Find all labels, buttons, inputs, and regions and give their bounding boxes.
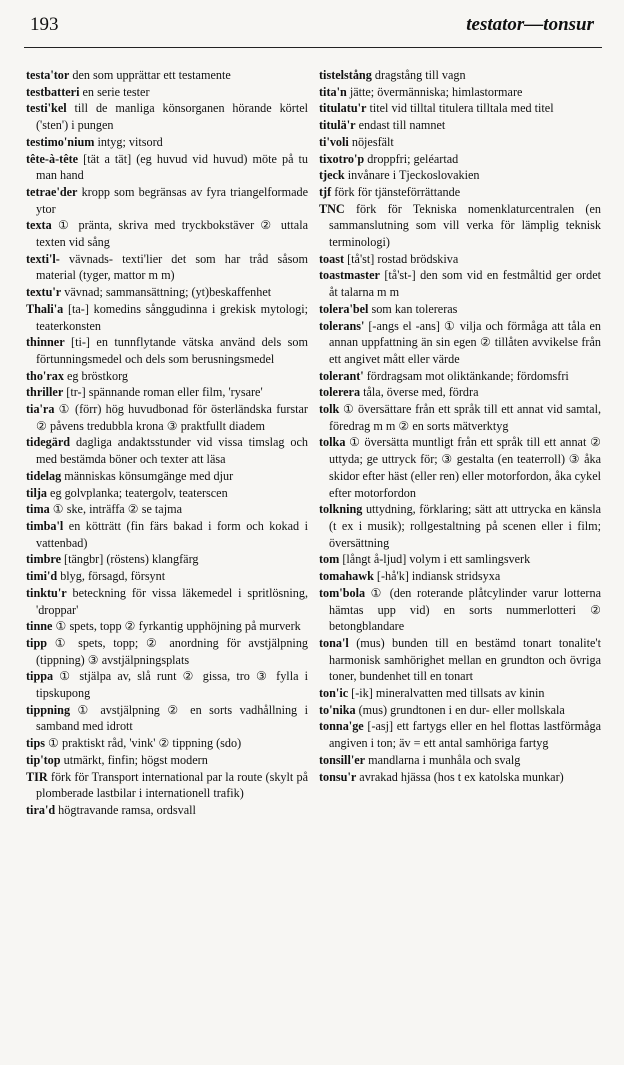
entry-headword: tolka — [319, 435, 346, 450]
entry-headword: texti'l- — [26, 251, 60, 266]
entry-definition: uttydning, förklaring; sätt att uttrycka en känsla (t ex i musik); rollgestaltning på scenen eller i film; översättning — [329, 502, 602, 550]
entry-headword: testbatteri — [26, 84, 80, 99]
dictionary-entry — [319, 318, 601, 368]
entry-definition: vävnads- texti'lier det som har tråd såsom material (tyger, mattor m m) — [36, 251, 308, 283]
dictionary-entry — [26, 769, 308, 802]
entry-definition: förk för Transport international par la route (skylt på plomberade lastbilar i internationell trafik) — [36, 769, 308, 801]
entry-definition: ① spets, topp; ② anordning för avstjälpning (tippning) ③ avstjälpningsplats — [36, 635, 309, 667]
entry-definition: en kötträtt (fin färs bakad i form och kokad i vattenbad) — [36, 518, 309, 550]
entry-definition: ① översätta muntligt från ett språk till ett annat ② uttyda; ge uttryck för; ③ gestalta (en teaterroll) ③ åka skidor efter häst (eller ren) eller motorfordon, åka cykel efter motorfordon — [329, 435, 602, 500]
entry-definition: ① stjälpa av, slå runt ② gissa, tro ③ fylla i tipskupong — [36, 669, 309, 701]
entry-headword: tips — [26, 736, 45, 751]
dictionary-entry — [319, 384, 601, 401]
dictionary-entry — [26, 485, 308, 502]
entry-headword: tonsill'er — [319, 752, 366, 767]
entry-definition: [ti-] en tunnflytande vätska använd dels som förtunningsmedel och dels som berusningsmedel — [36, 335, 308, 366]
entry-definition: beteckning för vissa läkemedel i spritlösning, 'droppar' — [36, 585, 308, 617]
entry-definition: ① avstjälpning ② en sorts vadhållning i samband med idrott — [36, 702, 308, 734]
header-rule — [24, 47, 602, 48]
entry-definition: [-angs el -ans] ① vilja och förmåga att tåla en annan uppfattning än sin egen ② tillåten avvikelse från ett angivet mått eller värde — [329, 318, 601, 366]
entry-definition: [tängbr] (röstens) klangfärg — [64, 552, 199, 567]
dictionary-entry — [26, 702, 308, 735]
entry-headword: timbre — [26, 552, 61, 567]
dictionary-entry — [26, 618, 308, 635]
dictionary-entry — [319, 368, 601, 385]
entry-headword: timi'd — [26, 569, 58, 584]
entry-headword: ton'ic — [319, 686, 349, 701]
entry-definition: [tät a tät] (eg huvud vid huvud) möte på tu man hand — [36, 151, 309, 183]
entry-headword: tipp — [26, 635, 48, 650]
dictionary-entry — [26, 635, 308, 668]
entry-headword: textu'r — [26, 285, 62, 300]
entry-headword: thriller — [26, 385, 64, 400]
entry-headword: TIR — [26, 769, 48, 784]
dictionary-entry — [26, 334, 308, 367]
entry-definition: [tå'st-] den som vid en festmåltid ger ordet åt talarna m m — [329, 268, 601, 300]
dictionary-entry — [319, 84, 601, 101]
entry-definition: till de manliga könsorganen hörande körtel ('sten') i pungen — [36, 101, 308, 133]
entry-headword: tima — [26, 502, 50, 517]
entry-definition: intyg; vitsord — [97, 134, 163, 149]
dictionary-entry — [319, 434, 601, 501]
entry-headword: tippa — [26, 669, 54, 684]
entry-definition: vävnad; sammansättning; (yt)beskaffenhet — [64, 285, 272, 300]
dictionary-entry — [26, 735, 308, 752]
entry-headword: tistelstång — [319, 68, 372, 82]
entry-headword: tomahawk — [319, 569, 374, 584]
entry-headword: tip'top — [26, 752, 61, 767]
page-number: 193 — [30, 14, 59, 35]
entry-headword: tonna'ge — [319, 719, 364, 734]
entry-headword: tolk — [319, 402, 340, 417]
entry-headword: titulatu'r — [319, 101, 367, 116]
entry-definition: eg golvplanka; teatergolv, teaterscen — [50, 485, 228, 500]
entry-definition: förk för Tekniska nomenklaturcentralen (en sammanslutning som vill verka för lämplig teknisk terminologi) — [329, 201, 601, 250]
entry-headword: tixotro'p — [319, 151, 365, 166]
entry-headword: thinner — [26, 335, 65, 350]
dictionary-entry — [26, 434, 308, 467]
entry-definition: [ta-] komedins sånggudinna i grekisk mytologi; teaterkonsten — [36, 301, 308, 333]
entry-definition: ① (den roterande plåtcylinder varur lotterna hämtas upp vid) en sorts nummerlotteri ② betongblandare — [329, 585, 601, 634]
entry-headword: tolerera — [319, 385, 361, 400]
entry-definition: förk för tjänsteförrättande — [334, 184, 461, 199]
entry-definition: [-ik] mineralvatten med tillsats av kinin — [351, 686, 545, 701]
dictionary-entry — [319, 134, 601, 151]
entry-headword: tidegärd — [26, 435, 71, 450]
entry-headword: to'nika — [319, 702, 356, 717]
dictionary-entry — [319, 718, 601, 751]
entry-headword: tia'ra — [26, 402, 55, 417]
dictionary-entry — [319, 551, 601, 568]
entry-definition: [tå'st] rostad brödskiva — [347, 251, 459, 266]
dictionary-entry — [26, 100, 308, 133]
entry-definition: (mus) bunden till en bestämd tonart tonalite't harmonisk samhörighet mellan en grundton och övriga toner, bundenhet till en tonart — [329, 635, 601, 684]
entry-headword: tilja — [26, 485, 47, 500]
dictionary-entry — [26, 468, 308, 485]
entry-definition: människas könsumgänge med djur — [64, 468, 234, 483]
dictionary-entry — [319, 685, 601, 702]
entry-headword: tom'bola — [319, 585, 366, 600]
dictionary-entry — [26, 84, 308, 101]
entry-headword: testi'kel — [26, 101, 67, 116]
entry-definition: [långt å-ljud] volym i ett samlingsverk — [342, 552, 531, 567]
dictionary-entry — [26, 184, 308, 217]
dictionary-entry — [26, 518, 308, 551]
entry-headword: timba'l — [26, 518, 64, 533]
entry-headword: tita'n — [319, 84, 347, 99]
dictionary-entry — [319, 769, 601, 786]
entry-definition: mandlarna i munhåla och svalg — [368, 752, 521, 767]
dictionary-entry — [26, 802, 308, 819]
entry-headword: titulä'r — [319, 118, 356, 133]
entry-headword: tira'd — [26, 802, 56, 817]
entry-definition: dagliga andaktsstunder vid vissa timslag och med bestämda böner och texter att läsa — [36, 435, 308, 467]
entry-headword: testa'tor — [26, 68, 70, 82]
entry-headword: tho'rax — [26, 368, 64, 383]
right-column — [319, 67, 601, 785]
entry-headword: tolerans' — [319, 318, 365, 333]
dictionary-entry — [319, 752, 601, 769]
entry-headword: toast — [319, 251, 345, 266]
dictionary-entry — [319, 401, 601, 434]
running-head: testator—tonsur — [466, 14, 594, 35]
entry-definition: utmärkt, finfin; högst modern — [63, 752, 208, 767]
entry-definition: blyg, försagd, försynt — [60, 569, 166, 584]
dictionary-entry — [26, 67, 308, 84]
dictionary-entry — [26, 585, 308, 618]
entry-headword: Thali'a — [26, 301, 64, 316]
entry-definition: eg bröstkorg — [66, 368, 129, 383]
dictionary-entry — [319, 201, 601, 251]
entry-headword: TNC — [319, 201, 345, 216]
entry-headword: tinne — [26, 619, 53, 634]
dictionary-entry — [319, 167, 601, 184]
dictionary-entry — [26, 668, 308, 701]
entry-headword: tona'l — [319, 635, 349, 650]
entry-definition: droppfri; geléartad — [367, 151, 459, 166]
entry-headword: tetrae'der — [26, 184, 78, 199]
dictionary-entry — [26, 134, 308, 151]
entry-definition: ① praktiskt råd, 'vink' ② tippning (sdo) — [48, 736, 242, 751]
dictionary-entry — [319, 251, 601, 268]
dictionary-entry — [319, 501, 601, 551]
entry-definition: som kan tolereras — [371, 301, 458, 316]
entry-definition: ① ske, inträffa ② se tajma — [52, 502, 182, 517]
entry-headword: toastmaster — [319, 268, 380, 283]
entry-definition: nöjesfält — [351, 134, 394, 149]
entry-headword: tolerant' — [319, 368, 364, 383]
dictionary-entry — [319, 100, 601, 117]
entry-headword: texta — [26, 218, 52, 233]
entry-headword: tête-à-tête — [26, 151, 79, 166]
dictionary-entry — [319, 67, 601, 84]
entry-definition: högtravande ramsa, ordsvall — [58, 802, 196, 817]
entry-definition: tåla, överse med, fördra — [363, 385, 479, 400]
entry-headword: tidelag — [26, 468, 62, 483]
entry-definition: titel vid tilltal titulera tilltala med titel — [369, 101, 554, 116]
dictionary-entry — [26, 301, 308, 334]
entry-headword: tonsu'r — [319, 769, 357, 784]
dictionary-entry — [319, 635, 601, 685]
dictionary-entry — [319, 585, 601, 635]
dictionary-entry — [319, 184, 601, 201]
entry-definition: [tr-] spännande roman eller film, 'rysare' — [66, 385, 263, 400]
dictionary-entry — [319, 117, 601, 134]
dictionary-entry — [319, 702, 601, 719]
entry-headword: testimo'nium — [26, 134, 95, 149]
entry-headword: tinktu'r — [26, 585, 67, 600]
entry-definition: den som upprättar ett testamente — [72, 68, 231, 82]
dictionary-entry — [26, 384, 308, 401]
entry-definition: [-hå'k] indiansk stridsyxa — [376, 569, 501, 584]
dictionary-entry — [26, 551, 308, 568]
entry-definition: dragstång till vagn — [374, 68, 466, 82]
dictionary-entry — [319, 568, 601, 585]
entry-definition: ① pränta, skriva med tryckbokstäver ② uttala texten vid sång — [36, 218, 308, 250]
entry-headword: tolera'bel — [319, 301, 369, 316]
entry-headword: tom — [319, 552, 340, 567]
entry-definition: jätte; övermänniska; himlastormare — [349, 84, 523, 99]
dictionary-entry — [319, 267, 601, 300]
entry-definition: fördragsam mot oliktänkande; fördomsfri — [366, 368, 569, 383]
entry-headword: tolkning — [319, 502, 363, 517]
entry-definition: (mus) grundtonen i en dur- eller mollskala — [358, 702, 565, 717]
entry-definition: en serie tester — [82, 84, 150, 99]
dictionary-entry — [26, 752, 308, 769]
entry-definition: ① spets, topp ② fyrkantig upphöjning på murverk — [55, 619, 301, 634]
dictionary-entry — [26, 284, 308, 301]
entry-headword: ti'voli — [319, 134, 349, 149]
dictionary-entry — [26, 151, 308, 184]
entry-definition: endast till namnet — [358, 118, 446, 133]
dictionary-entry — [26, 251, 308, 284]
entry-headword: tjf — [319, 184, 332, 199]
entry-definition: kropp som begränsas av fyra triangelformade ytor — [36, 184, 308, 216]
dictionary-entry — [319, 151, 601, 168]
entry-definition: ① (förr) hög huvudbonad för österländska furstar ② påvens tredubbla krona ③ praktfullt diadem — [36, 402, 308, 433]
dictionary-entry — [26, 401, 308, 434]
entry-definition: [-asj] ett fartygs eller en hel flottas lastförmåga angiven i ton; äv = ett antal samhöriga fartyg — [329, 719, 602, 751]
dictionary-entry — [319, 301, 601, 318]
entry-headword: tjeck — [319, 168, 345, 183]
entry-definition: avrakad hjässa (hos t ex katolska munkar) — [359, 769, 564, 784]
dictionary-entry — [26, 501, 308, 518]
dictionary-entry — [26, 368, 308, 385]
dictionary-entry — [26, 568, 308, 585]
entry-definition: ① översättare från ett språk till ett annat vid samtal, föredrag m m ② en sorts mätverktyg — [329, 402, 602, 433]
entry-definition: invånare i Tjeckoslovakien — [347, 168, 480, 183]
entry-headword: tippning — [26, 702, 71, 717]
left-column — [26, 67, 308, 819]
dictionary-entry — [26, 217, 308, 250]
